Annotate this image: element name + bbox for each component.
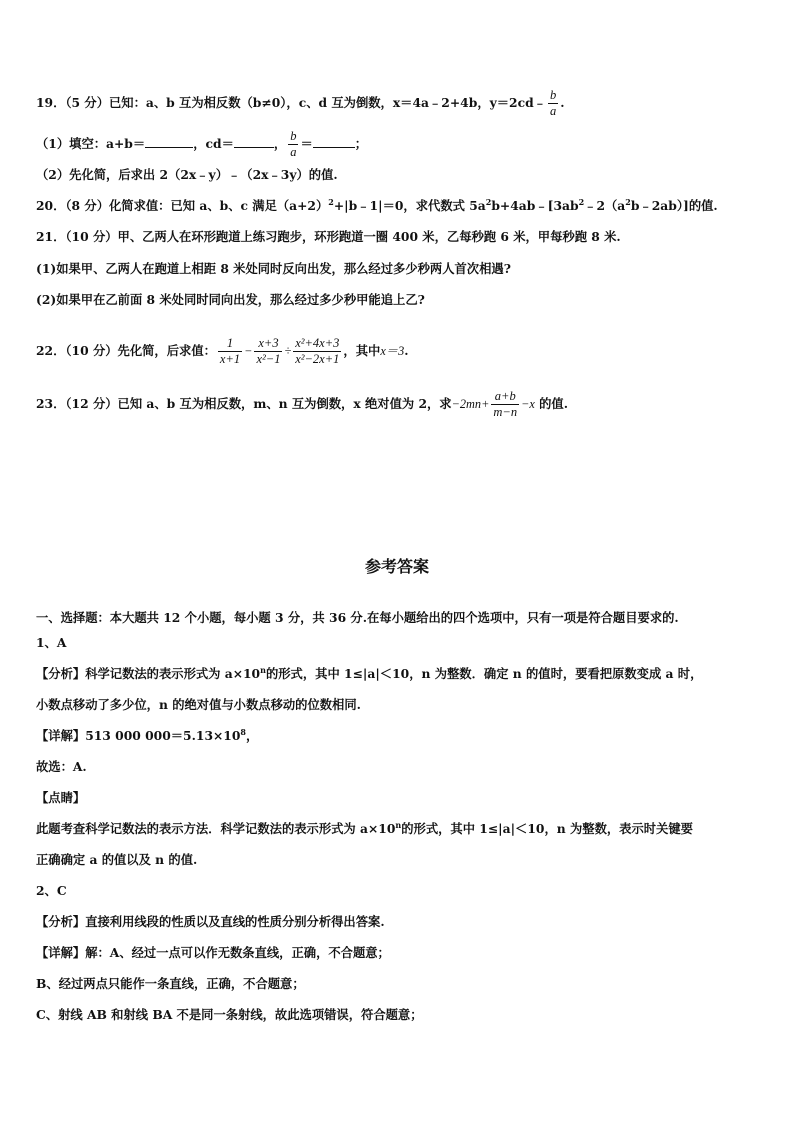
fraction-3: $\frac{\text{x²+4x+3}}{\text{x²−2x+1}}$ bbox=[295, 336, 340, 366]
question-21-part-2: (2)如果甲在乙前面 8 米处同时同向出发，那么经过多少秒甲能追上乙? bbox=[36, 292, 425, 307]
question-21-part-1: (1)如果甲、乙两人在跑道上相距 8 米处同时反向出发，那么经过多少秒两人首次相遇? bbox=[36, 261, 511, 276]
fraction-1: $\frac{1}{x+1}$ bbox=[219, 336, 241, 366]
answer-1-comment: 此题考查科学记数法的表示方法．科学记数法的表示形式为 $a\times 10^n$的形式，其中 1≤|a|＜10，n 为整数，表示时关键要 bbox=[36, 819, 693, 836]
answer-2-option-b: B、经过两点只能作一条直线，正确，不合题意； bbox=[36, 976, 305, 991]
answer-heading: 参考答案 bbox=[364, 557, 429, 576]
answer-2-detail: 【详解】解：A、经过一点可以作无数条直线，正确，不合题意； bbox=[36, 945, 390, 960]
answer-1-analysis: 【分析】科学记数法的表示形式为 $a\times 10^n$的形式，其中 1≤|a|＜10，n 为整数．确定 n 的值时，要看把原数变成 a 时， bbox=[36, 664, 703, 681]
section-title: 一、选择题：本大题共 12 个小题，每小题 3 分，共 36 分.在每小题给出的四个选项中，只有一项是符合题目要求的. bbox=[36, 610, 679, 625]
answer-1: 1、A bbox=[36, 635, 67, 650]
question-20: 20．（8 分）化简求值：已知 a、b、c 满足$(a+2)^2+|b﹣1|=0$，求代数式 $5a^2b+4ab﹣[3ab^2﹣2(a^2b﹣2ab)]$的值. bbox=[36, 196, 718, 213]
question-21: 21．（10 分）甲、乙两人在环形跑道上练习跑步，环形跑道一圈 400 米，乙每秒跑 6 米，甲每秒跑 8 米. bbox=[36, 229, 621, 244]
answer-1-analysis-cont: 小数点移动了多少位，n 的绝对值与小数点移动的位数相同. bbox=[36, 697, 361, 712]
answer-1-detail: 【详解】513 000 $000=5.13\times 10^8$， bbox=[36, 726, 259, 743]
fraction-2: $\frac{x+3}{\text{x²−1}}$ bbox=[256, 336, 281, 366]
question-19: 19．（5 分）已知：a、b 互为相反数（b≠0），c、d 互为倒数，x＝4a﹣2+4b，y＝2cd﹣ $\frac{b}{a}$ . bbox=[36, 88, 565, 118]
q19-text: 19．（5 分）已知：a、b 互为相反数（b≠0），c、d 互为倒数，x＝4a﹣2+4b，y＝2cd﹣ bbox=[36, 95, 546, 110]
answer-2-analysis: 【分析】直接利用线段的性质以及直线的性质分别分析得出答案. bbox=[36, 914, 385, 929]
question-19-part-1: （1）填空：a+b＝ ，cd＝ ， $\frac{b}{a}$ ＝ ； bbox=[36, 129, 368, 159]
answer-blank[interactable] bbox=[313, 135, 355, 148]
answer-blank[interactable] bbox=[234, 135, 274, 148]
question-22: 22．（10 分）先化简，后求值： $\frac{1}{x+1}$ − $\frac{x+3}{\text{x²−1}}$ ÷ $\frac{\text{x²+4x+3}}{\text{x²−2x+1}}$ ，其中x＝3. bbox=[36, 336, 409, 366]
answer-blank[interactable] bbox=[145, 135, 193, 148]
fraction-a-plus-b: $\frac{a+b}{m-n}$ bbox=[493, 389, 518, 419]
fraction-b-over-a: $\frac{b}{a}$ bbox=[290, 129, 297, 159]
answer-1-comment-title: 【点睛】 bbox=[36, 790, 86, 805]
answer-2-option-c: C、射线 AB 和射线 BA 不是同一条射线，故此选项错误，符合题意； bbox=[36, 1007, 423, 1022]
question-23: 23．（12 分）已知 a、b 互为相反数，m、n 互为倒数，x 绝对值为 2，求−2mn+ $\frac{a+b}{m-n}$ −x 的值. bbox=[36, 389, 569, 419]
answer-1-comment-cont: 正确确定 a 的值以及 n 的值. bbox=[36, 852, 198, 867]
fraction-b-over-a: $\frac{b}{a}$ bbox=[550, 88, 557, 118]
answer-1-choice: 故选：A. bbox=[36, 759, 87, 774]
answer-2: 2、C bbox=[36, 883, 67, 898]
question-19-part-2: （2）先化简，后求出 2（2x﹣y）﹣（2x﹣3y）的值. bbox=[36, 167, 338, 182]
